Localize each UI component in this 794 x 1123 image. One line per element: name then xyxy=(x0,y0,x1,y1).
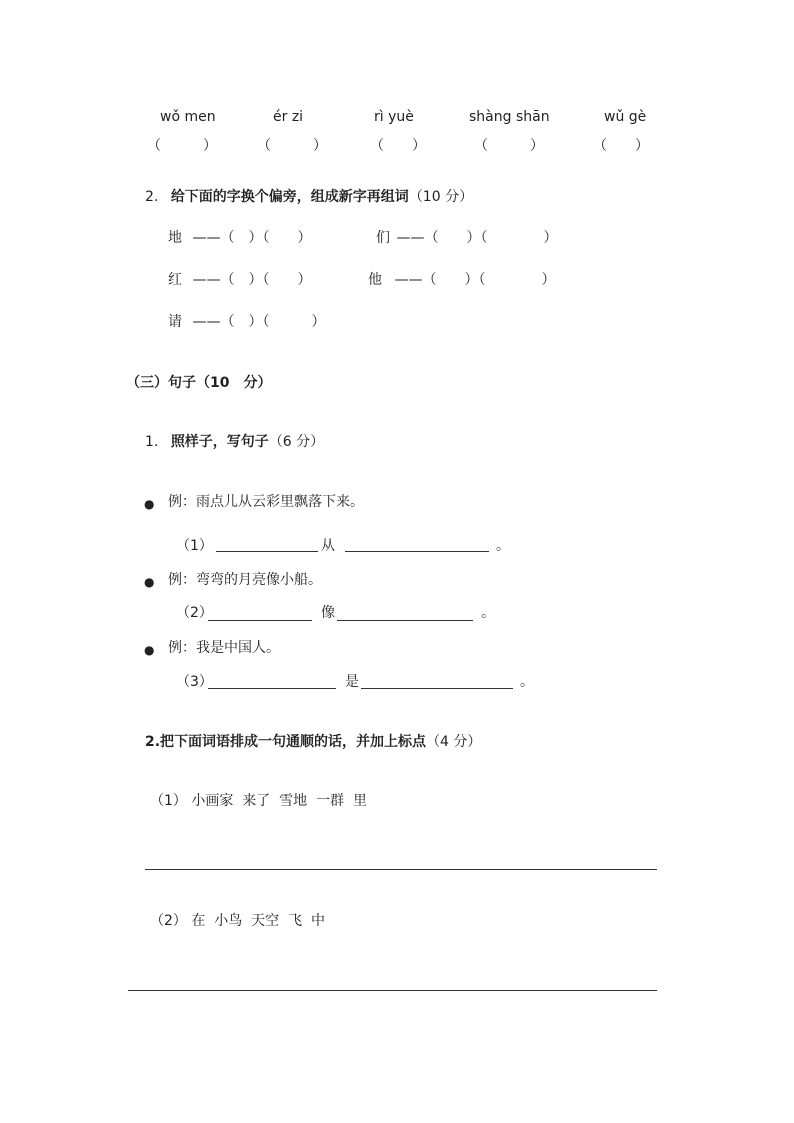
answer-1-connector: 从 xyxy=(321,538,335,554)
answer-paren-3[interactable]: （ ） xyxy=(370,138,426,154)
example-1-text: 例：雨点儿从云彩里飘落下来。 xyxy=(168,494,364,510)
pinyin-3: rì yuè xyxy=(374,109,414,125)
reorder-item-1-words: 小画家 来了 雪地 一群 里 xyxy=(191,793,367,809)
answer-2-blank-b[interactable] xyxy=(337,620,473,621)
example-2-text: 例：弯弯的月亮像小船。 xyxy=(168,572,322,588)
sentence-q2-title: 2.把下面词语排成一句通顺的话，并加上标点 xyxy=(145,734,427,750)
reorder-item-2-words: 在 小鸟 天空 飞 中 xyxy=(191,913,325,929)
section-3-title: （三）句子 xyxy=(126,375,196,391)
answer-paren-1[interactable]: （ ） xyxy=(147,138,217,154)
sentence-q2-score: （4 分） xyxy=(426,734,482,750)
sentence-q1-title: 照样子，写句子 xyxy=(170,434,269,450)
reorder-item-2-answer-line[interactable] xyxy=(128,990,657,991)
answer-2-connector: 像 xyxy=(321,605,335,621)
section-3-score: （10 分） xyxy=(196,375,272,391)
answer-paren-4[interactable]: （ ） xyxy=(474,138,544,154)
bullet-icon: ● xyxy=(144,575,155,589)
answer-3-number: （3） xyxy=(176,674,213,690)
radical-item-men xyxy=(376,229,557,247)
question-2-heading xyxy=(145,188,473,206)
answer-3-connector: 是 xyxy=(345,674,359,690)
answer-paren-2[interactable]: （ ） xyxy=(257,138,327,154)
radical-char: 请 xyxy=(168,314,182,330)
radical-blanks[interactable]: ——（ ）（ ） xyxy=(394,272,556,288)
question-2-number: 2. xyxy=(145,189,159,205)
radical-blanks[interactable]: ——（ ）（ ） xyxy=(192,272,312,288)
pinyin-4: shàng shān xyxy=(469,109,550,125)
bullet-icon: ● xyxy=(144,643,155,657)
question-2-score: （10 分） xyxy=(408,189,474,205)
radical-blanks[interactable]: ——（ ）（ ） xyxy=(192,230,312,246)
section-3-heading xyxy=(126,374,271,392)
answer-3-blank-a[interactable] xyxy=(208,688,336,689)
answer-3-end: 。 xyxy=(520,674,534,690)
answer-1-end: 。 xyxy=(496,538,510,554)
question-2-title: 给下面的字换个偏旁，组成新字再组词 xyxy=(170,189,409,205)
answer-1-blank-a[interactable] xyxy=(216,551,318,552)
example-3-text: 例：我是中国人。 xyxy=(168,640,280,656)
answer-2-blank-a[interactable] xyxy=(208,620,312,621)
reorder-item-1-number: （1） xyxy=(150,793,187,809)
sentence-q1-number: 1. xyxy=(145,434,159,450)
pinyin-2: ér zi xyxy=(273,109,304,125)
answer-2-end: 。 xyxy=(481,605,495,621)
radical-item-di xyxy=(168,229,311,247)
answer-1-blank-b[interactable] xyxy=(345,551,489,552)
sentence-q2-heading xyxy=(145,733,481,751)
sentence-q1-score: （6 分） xyxy=(268,434,325,450)
radical-char: 他 xyxy=(368,272,382,288)
reorder-item-1 xyxy=(150,792,367,810)
answer-3-blank-b[interactable] xyxy=(361,688,513,689)
radical-char: 红 xyxy=(168,272,182,288)
pinyin-5: wǔ gè xyxy=(604,109,647,125)
bullet-icon: ● xyxy=(144,497,155,511)
reorder-item-1-answer-line[interactable] xyxy=(145,869,657,870)
radical-item-ta xyxy=(368,271,555,289)
radical-item-hong xyxy=(168,271,311,289)
pinyin-1: wǒ men xyxy=(160,109,216,125)
radical-blanks[interactable]: ——（ ）（ ） xyxy=(396,230,558,246)
reorder-item-2 xyxy=(150,912,325,930)
reorder-item-2-number: （2） xyxy=(150,913,187,929)
sentence-q1-heading xyxy=(145,433,324,451)
radical-blanks[interactable]: ——（ ）（ ） xyxy=(192,314,326,330)
radical-char: 们 xyxy=(376,230,390,246)
answer-1-number: （1） xyxy=(176,538,213,554)
answer-paren-5[interactable]: （ ） xyxy=(593,138,649,154)
radical-item-qing xyxy=(168,313,325,331)
radical-char: 地 xyxy=(168,230,182,246)
answer-2-number: （2） xyxy=(176,605,213,621)
